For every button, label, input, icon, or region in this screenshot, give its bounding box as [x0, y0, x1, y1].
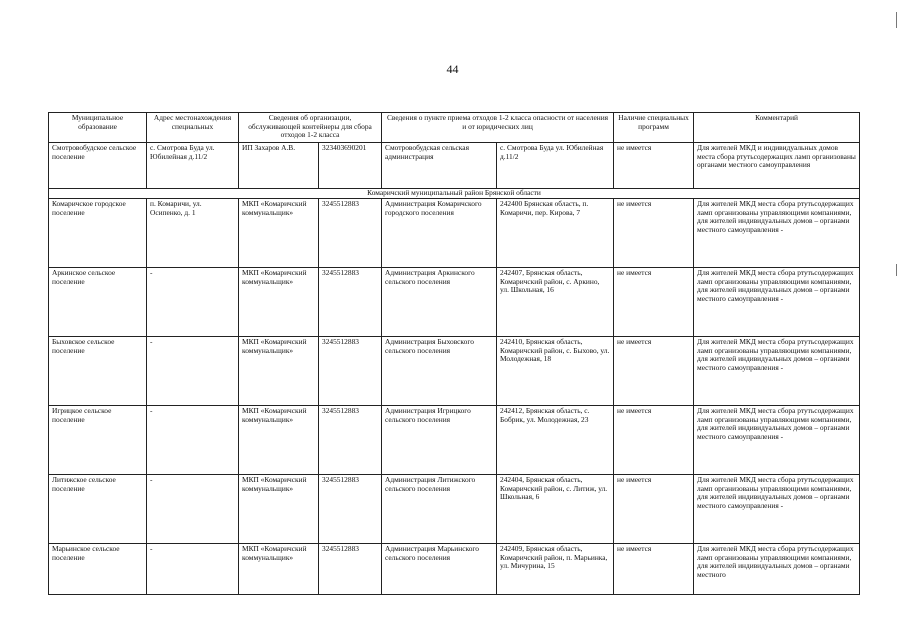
cell-comment: Для жителей МКД места сбора ртутьсодержащих ламп организованы управляющими компаниями, для жителей индивидуальных домов – органами местного самоуправления -: [694, 268, 860, 337]
cell-org-name: ИП Захаров А.В.: [239, 143, 319, 189]
cell-address: -: [147, 544, 239, 595]
cell-org-inn: 323403690201: [319, 143, 382, 189]
cell-municipality: Марьинское сельское поселение: [49, 544, 147, 595]
cell-point-name: Администрация Игрицкого сельского поселения: [382, 406, 497, 475]
header-collection-point: Сведения о пункте приема отходов 1-2 класса опасности от населения и от юридических лиц: [382, 113, 614, 143]
cell-point-address: 242400 Брянская область, п. Комаричи, пер. Кирова, 7: [497, 199, 614, 268]
cell-programs: не имеется: [614, 544, 694, 595]
table-row: [49, 475, 860, 544]
table-row: [49, 268, 860, 337]
cell-org-inn: 3245512883: [319, 475, 382, 544]
cell-comment: Для жителей МКД места сбора ртутьсодержащих ламп организованы управляющими компаниями, для жителей индивидуальных домов – органами местного самоуправления -: [694, 199, 860, 268]
cell-programs: не имеется: [614, 475, 694, 544]
cell-municipality: Смотровобудское сельское поселение: [49, 143, 147, 189]
cell-comment: Для жителей МКД места сбора ртутьсодержащих ламп организованы управляющими компаниями, для жителей индивидуальных домов – органами местного самоуправления -: [694, 406, 860, 475]
cell-programs: не имеется: [614, 337, 694, 406]
page-number: 44: [446, 62, 459, 76]
cell-point-name: Администрация Аркинского сельского поселения: [382, 268, 497, 337]
cell-programs: не имеется: [614, 199, 694, 268]
scan-edge-mark: [896, 12, 897, 28]
cell-point-address: 242407, Брянская область, Комаричский район, с. Аркино, ул. Школьная, 16: [497, 268, 614, 337]
cell-org-inn: 3245512883: [319, 544, 382, 595]
table-row: [49, 199, 860, 268]
cell-org-inn: 3245512883: [319, 406, 382, 475]
scan-edge-mark: [896, 264, 897, 276]
cell-org-name: МКП «Комаричский коммунальщик»: [239, 337, 319, 406]
table-row: [49, 406, 860, 475]
cell-municipality: Аркинское сельское поселение: [49, 268, 147, 337]
cell-point-name: Администрация Комаричского городского поселения: [382, 199, 497, 268]
cell-point-name: Администрация Быховского сельского поселения: [382, 337, 497, 406]
header-address: Адрес местонахождения специальных: [147, 113, 239, 143]
cell-municipality: Комаричское городское поселение: [49, 199, 147, 268]
table-row: [49, 544, 860, 595]
cell-org-name: МКП «Комаричский коммунальщик»: [239, 406, 319, 475]
table-row: [49, 337, 860, 406]
cell-org-inn: 3245512883: [319, 268, 382, 337]
cell-point-address: 242410, Брянская область, Комаричский район, с. Быхово, ул. Молодежная, 18: [497, 337, 614, 406]
table-row: [49, 143, 860, 189]
cell-programs: не имеется: [614, 143, 694, 189]
table-header-row: [49, 113, 860, 143]
cell-org-name: МКП «Комаричский коммунальщик»: [239, 475, 319, 544]
cell-comment: Для жителей МКД места сбора ртутьсодержащих ламп организованы управляющими компаниями, для жителей индивидуальных домов – органами местного самоуправления -: [694, 475, 860, 544]
cell-municipality: Литижское сельское поселение: [49, 475, 147, 544]
cell-address: -: [147, 337, 239, 406]
header-municipality: Муниципальное образование: [49, 113, 147, 143]
cell-point-name: Администрация Марьинского сельского поселения: [382, 544, 497, 595]
cell-address: -: [147, 406, 239, 475]
cell-point-address: 242409, Брянская область, Комаричский район, п. Марьинка, ул. Мичурина, 15: [497, 544, 614, 595]
cell-address: с. Смотрова Буда ул. Юбилейная д.11/2: [147, 143, 239, 189]
cell-programs: не имеется: [614, 406, 694, 475]
cell-org-name: МКП «Комаричский коммунальщик»: [239, 268, 319, 337]
cell-org-name: МКП «Комаричский коммунальщик»: [239, 199, 319, 268]
cell-programs: не имеется: [614, 268, 694, 337]
cell-org-name: МКП «Комаричский коммунальщик»: [239, 544, 319, 595]
cell-point-name: Смотровобудская сельская администрация: [382, 143, 497, 189]
section-title: Комаричский муниципальный район Брянской области: [49, 189, 860, 199]
cell-address: п. Комаричи, ул. Осипенко, д. 1: [147, 199, 239, 268]
cell-point-address: 242404, Брянская область, Комаричский район, с. Литиж, ул. Школьная, 6: [497, 475, 614, 544]
cell-org-inn: 3245512883: [319, 199, 382, 268]
cell-comment: Для жителей МКД места сбора ртутьсодержащих ламп организованы управляющими компаниями, для жителей индивидуальных домов – органами местного самоуправления -: [694, 337, 860, 406]
header-programs: Наличие специальных программ: [614, 113, 694, 143]
cell-comment: Для жителей МКД места сбора ртутьсодержащих ламп организованы управляющими компаниями, для жителей индивидуальных домов – органами местного: [694, 544, 860, 595]
cell-municipality: Игрицкое сельское поселение: [49, 406, 147, 475]
cell-address: -: [147, 475, 239, 544]
cell-comment: Для жителей МКД и индивидуальных домов места сбора ртутьсодержащих ламп организованы органами местного самоуправления: [694, 143, 860, 189]
cell-org-inn: 3245512883: [319, 337, 382, 406]
cell-point-address: с. Смотрова Буда ул. Юбилейная д.11/2: [497, 143, 614, 189]
waste-collection-register-table: [48, 112, 860, 595]
cell-point-address: 242412, Брянская область, с. Бобрик, ул. Молодежная, 23: [497, 406, 614, 475]
cell-point-name: Администрация Литижского сельского поселения: [382, 475, 497, 544]
cell-municipality: Быховское сельское поселение: [49, 337, 147, 406]
header-comment: Комментарий: [694, 113, 860, 143]
section-title-row: [49, 189, 860, 199]
header-organization: Сведения об организации, обслуживающей контейнеры для сбора отходов 1-2 класса: [239, 113, 382, 143]
cell-address: -: [147, 268, 239, 337]
